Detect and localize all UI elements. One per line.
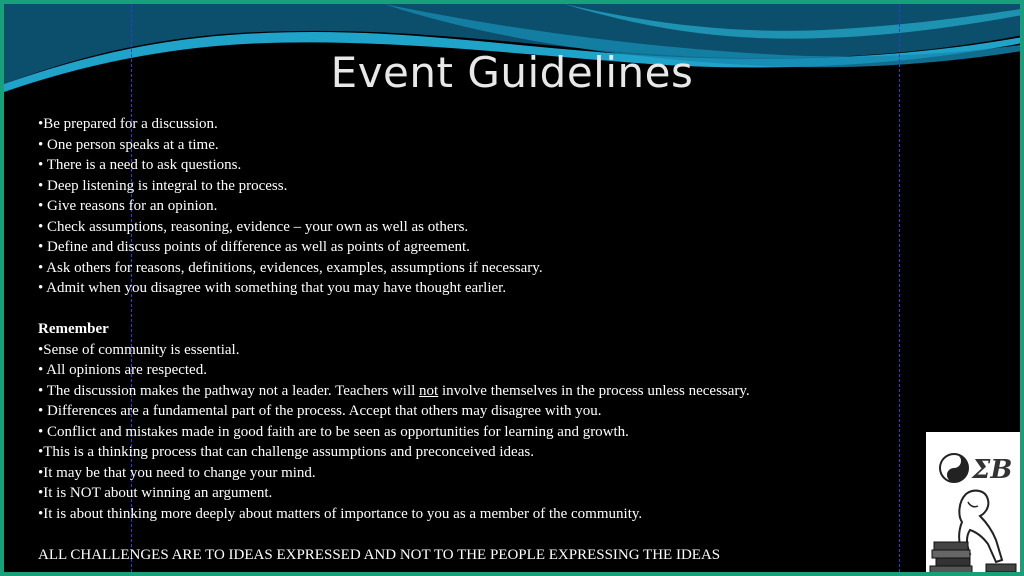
remember-item: •Sense of community is essential. xyxy=(38,341,240,358)
thinker-logo-icon xyxy=(926,432,1024,576)
remember-item: •It is NOT about winning an argument. xyxy=(38,485,273,501)
guideline-item: • Ask others for reasons, definitions, evidences, examples, assumptions if necessary. xyxy=(38,259,543,276)
remember-item: • Conflict and mistakes made in good faith are to be seen as opportunities for learning and growth. xyxy=(38,423,629,440)
remember-heading: Remember xyxy=(38,321,109,337)
footer-statement: ALL CHALLENGES ARE TO IDEAS EXPRESSED AND NOT TO THE PEOPLE EXPRESSING THE IDEAS xyxy=(38,546,721,563)
remember-item: • All opinions are respected. xyxy=(38,362,207,378)
guideline-item: • Deep listening is integral to the process. xyxy=(38,177,288,194)
slide-body xyxy=(38,114,918,565)
blank-line xyxy=(38,299,918,320)
remember-item: • Differences are a fundamental part of the process. Accept that others may disagree with you. xyxy=(38,403,602,419)
slide-title: Event Guidelines xyxy=(330,48,694,97)
teachers-text-after: involve themselves in the process unless necessary. xyxy=(438,382,750,399)
svg-text:ΣB: ΣB xyxy=(972,455,1013,485)
teachers-text-before: • The discussion makes the pathway not a leader. Teachers will xyxy=(38,382,420,399)
guideline-item: • Admit when you disagree with something that you may have thought earlier. xyxy=(38,280,507,296)
guideline-item: • There is a need to ask questions. xyxy=(38,157,242,173)
remember-item: •It may be that you need to change your mind. xyxy=(38,464,316,481)
guideline-item: • Give reasons for an opinion. xyxy=(38,198,218,214)
guideline-item: • Define and discuss points of difference as well as points of agreement. xyxy=(38,239,470,255)
remember-item-teachers xyxy=(38,381,918,402)
guideline-item: •Be prepared for a discussion. xyxy=(38,116,218,132)
guideline-item: • One person speaks at a time. xyxy=(38,136,219,153)
logo xyxy=(926,432,1024,576)
remember-item: •This is a thinking process that can challenge assumptions and preconceived ideas. xyxy=(38,444,534,460)
teachers-emphasis: not xyxy=(419,382,439,399)
guideline-item: • Check assumptions, reasoning, evidence – your own as well as others. xyxy=(38,218,469,235)
remember-item: •It is about thinking more deeply about matters of importance to you as a member of the community. xyxy=(38,505,643,522)
